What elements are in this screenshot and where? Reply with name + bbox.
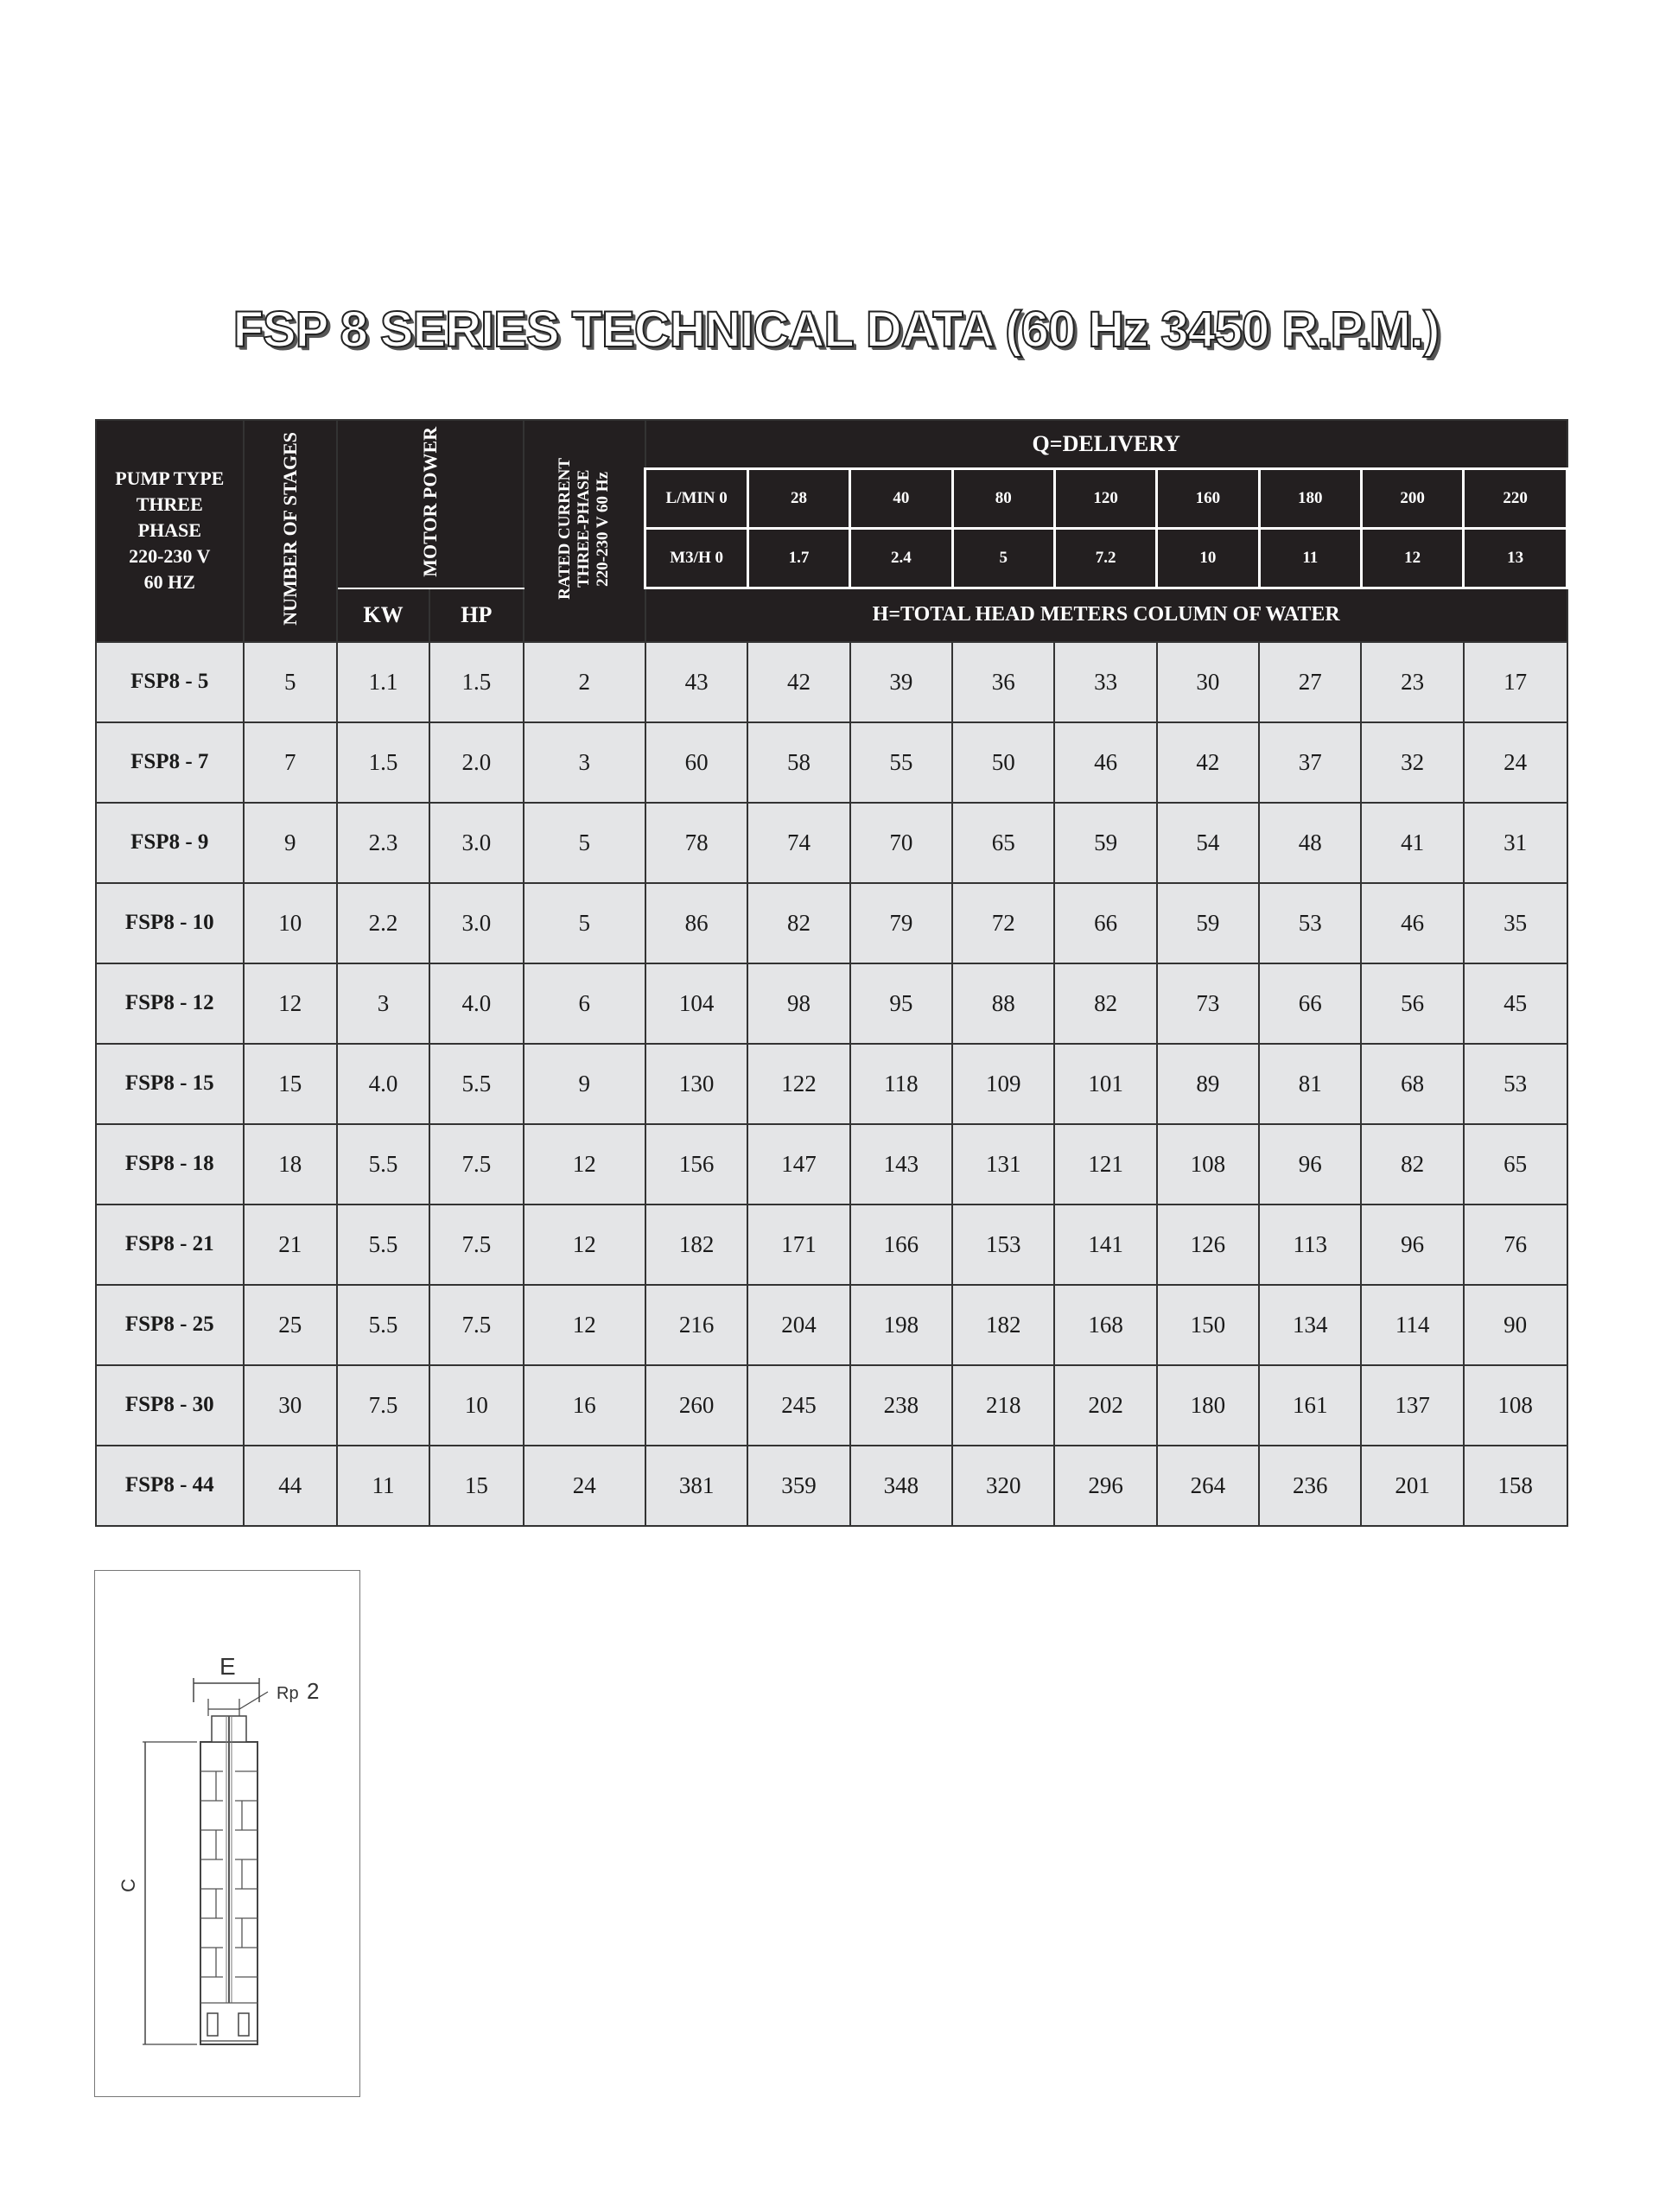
pump-model-cell: FSP8 - 44: [96, 1446, 244, 1526]
head-value-cell: 296: [1054, 1446, 1156, 1526]
head-value-cell: 150: [1157, 1285, 1259, 1365]
head-value-cell: 180: [1157, 1365, 1259, 1446]
current-cell: 16: [524, 1365, 645, 1446]
head-value-cell: 182: [952, 1285, 1054, 1365]
page-title: FSP 8 SERIES TECHNICAL DATA (60 Hz 3450 R.P.M.): [232, 302, 1440, 358]
lmin-value: 200: [1361, 469, 1463, 529]
head-value-cell: 50: [952, 722, 1054, 803]
pump-drawing: [95, 1571, 359, 2096]
head-value-cell: 48: [1259, 803, 1361, 883]
head-value-cell: 153: [952, 1205, 1054, 1285]
m3h-value: 7.2: [1054, 529, 1156, 588]
m3h-value: 5: [952, 529, 1054, 588]
head-value-cell: 42: [747, 642, 849, 722]
head-value-cell: 60: [645, 722, 747, 803]
table-row: [96, 642, 1567, 722]
stages-cell: 9: [244, 803, 337, 883]
head-value-cell: 238: [850, 1365, 952, 1446]
head-value-cell: 43: [645, 642, 747, 722]
head-value-cell: 65: [952, 803, 1054, 883]
head-value-cell: 122: [747, 1044, 849, 1124]
head-value-cell: 82: [747, 883, 849, 963]
head-value-cell: 260: [645, 1365, 747, 1446]
head-value-cell: 74: [747, 803, 849, 883]
head-value-cell: 59: [1157, 883, 1259, 963]
label-rp: Rp: [277, 1684, 299, 1703]
pump-model-cell: FSP8 - 7: [96, 722, 244, 803]
head-value-cell: 17: [1464, 642, 1567, 722]
hp-cell: 5.5: [429, 1044, 523, 1124]
lmin-value: 28: [747, 469, 849, 529]
hp-cell: 4.0: [429, 963, 523, 1044]
motor-power-header: [337, 420, 524, 588]
pump-model-cell: FSP8 - 25: [96, 1285, 244, 1365]
head-value-cell: 130: [645, 1044, 747, 1124]
current-cell: 5: [524, 883, 645, 963]
head-value-cell: 33: [1054, 642, 1156, 722]
head-value-cell: 104: [645, 963, 747, 1044]
head-value-cell: 143: [850, 1124, 952, 1205]
stages-cell: 5: [244, 642, 337, 722]
head-value-cell: 158: [1464, 1446, 1567, 1526]
table-row: [96, 1446, 1567, 1526]
head-value-cell: 147: [747, 1124, 849, 1205]
hp-cell: 3.0: [429, 883, 523, 963]
head-value-cell: 131: [952, 1124, 1054, 1205]
kw-cell: 1.1: [337, 642, 429, 722]
rated-current-header-text: RATED CURRENT THREE-PHASE 220-230 V 60 Hz: [555, 457, 612, 600]
head-value-cell: 101: [1054, 1044, 1156, 1124]
current-cell: 12: [524, 1124, 645, 1205]
head-value-cell: 118: [850, 1044, 952, 1124]
head-value-cell: 88: [952, 963, 1054, 1044]
table-row: [96, 1365, 1567, 1446]
head-value-cell: 56: [1361, 963, 1463, 1044]
table-row: [96, 722, 1567, 803]
head-value-cell: 27: [1259, 642, 1361, 722]
head-value-cell: 348: [850, 1446, 952, 1526]
head-value-cell: 68: [1361, 1044, 1463, 1124]
m3h-label: M3/H 0: [645, 529, 747, 588]
m3h-value: 10: [1157, 529, 1259, 588]
head-value-cell: 95: [850, 963, 952, 1044]
head-value-cell: 90: [1464, 1285, 1567, 1365]
head-value-cell: 53: [1259, 883, 1361, 963]
head-header: H=TOTAL HEAD METERS COLUMN OF WATER: [645, 588, 1567, 642]
pump-model-cell: FSP8 - 10: [96, 883, 244, 963]
label-e: E: [219, 1653, 236, 1680]
head-value-cell: 126: [1157, 1205, 1259, 1285]
head-value-cell: 66: [1259, 963, 1361, 1044]
head-value-cell: 37: [1259, 722, 1361, 803]
head-value-cell: 113: [1259, 1205, 1361, 1285]
head-value-cell: 359: [747, 1446, 849, 1526]
label-rp-size: 2: [307, 1678, 320, 1704]
technical-data-table: [95, 419, 1568, 1527]
hp-cell: 7.5: [429, 1285, 523, 1365]
head-value-cell: 137: [1361, 1365, 1463, 1446]
lmin-label: L/MIN 0: [645, 469, 747, 529]
head-value-cell: 81: [1259, 1044, 1361, 1124]
pump-model-cell: FSP8 - 30: [96, 1365, 244, 1446]
head-value-cell: 39: [850, 642, 952, 722]
head-value-cell: 70: [850, 803, 952, 883]
head-value-cell: 198: [850, 1285, 952, 1365]
stages-cell: 25: [244, 1285, 337, 1365]
hp-cell: 15: [429, 1446, 523, 1526]
head-value-cell: 134: [1259, 1285, 1361, 1365]
table-body: [96, 642, 1567, 1527]
kw-cell: 5.5: [337, 1205, 429, 1285]
lmin-value: 180: [1259, 469, 1361, 529]
lmin-value: 160: [1157, 469, 1259, 529]
head-value-cell: 182: [645, 1205, 747, 1285]
head-value-cell: 216: [645, 1285, 747, 1365]
table-row: [96, 883, 1567, 963]
head-value-cell: 141: [1054, 1205, 1156, 1285]
current-cell: 12: [524, 1285, 645, 1365]
head-value-cell: 109: [952, 1044, 1054, 1124]
stages-cell: 10: [244, 883, 337, 963]
hp-cell: 1.5: [429, 642, 523, 722]
m3h-value: 11: [1259, 529, 1361, 588]
pump-model-cell: FSP8 - 9: [96, 803, 244, 883]
head-value-cell: 66: [1054, 883, 1156, 963]
head-value-cell: 53: [1464, 1044, 1567, 1124]
stages-cell: 12: [244, 963, 337, 1044]
table-row: [96, 803, 1567, 883]
head-value-cell: 108: [1464, 1365, 1567, 1446]
head-value-cell: 114: [1361, 1285, 1463, 1365]
head-value-cell: 161: [1259, 1365, 1361, 1446]
hp-cell: 2.0: [429, 722, 523, 803]
pump-type-header: [96, 420, 244, 642]
current-cell: 3: [524, 722, 645, 803]
head-value-cell: 82: [1054, 963, 1156, 1044]
head-value-cell: 55: [850, 722, 952, 803]
kw-cell: 2.2: [337, 883, 429, 963]
head-value-cell: 89: [1157, 1044, 1259, 1124]
head-value-cell: 35: [1464, 883, 1567, 963]
head-value-cell: 381: [645, 1446, 747, 1526]
head-value-cell: 236: [1259, 1446, 1361, 1526]
hp-cell: 7.5: [429, 1124, 523, 1205]
delivery-header: Q=DELIVERY: [645, 420, 1567, 469]
head-value-cell: 54: [1157, 803, 1259, 883]
head-value-cell: 108: [1157, 1124, 1259, 1205]
pump-model-cell: FSP8 - 12: [96, 963, 244, 1044]
head-value-cell: 168: [1054, 1285, 1156, 1365]
pump-type-header-text: PUMP TYPE THREE PHASE 220-230 V 60 HZ: [115, 467, 225, 594]
head-value-cell: 96: [1361, 1205, 1463, 1285]
head-value-cell: 82: [1361, 1124, 1463, 1205]
current-cell: 24: [524, 1446, 645, 1526]
head-value-cell: 79: [850, 883, 952, 963]
rated-current-header: [524, 420, 645, 642]
kw-cell: 4.0: [337, 1044, 429, 1124]
current-cell: 12: [524, 1205, 645, 1285]
lmin-value: 40: [850, 469, 952, 529]
head-value-cell: 72: [952, 883, 1054, 963]
head-value-cell: 41: [1361, 803, 1463, 883]
head-value-cell: 24: [1464, 722, 1567, 803]
m3h-value: 12: [1361, 529, 1463, 588]
lmin-value: 80: [952, 469, 1054, 529]
head-value-cell: 86: [645, 883, 747, 963]
lmin-value: 220: [1464, 469, 1567, 529]
head-value-cell: 46: [1361, 883, 1463, 963]
current-cell: 6: [524, 963, 645, 1044]
kw-cell: 7.5: [337, 1365, 429, 1446]
head-value-cell: 23: [1361, 642, 1463, 722]
kw-cell: 5.5: [337, 1285, 429, 1365]
pump-model-cell: FSP8 - 21: [96, 1205, 244, 1285]
head-value-cell: 45: [1464, 963, 1567, 1044]
lmin-value: 120: [1054, 469, 1156, 529]
head-value-cell: 65: [1464, 1124, 1567, 1205]
head-value-cell: 166: [850, 1205, 952, 1285]
stages-cell: 18: [244, 1124, 337, 1205]
head-value-cell: 218: [952, 1365, 1054, 1446]
hp-cell: 10: [429, 1365, 523, 1446]
pump-model-cell: FSP8 - 18: [96, 1124, 244, 1205]
label-c: C: [118, 1878, 139, 1892]
head-value-cell: 320: [952, 1446, 1054, 1526]
head-value-cell: 245: [747, 1365, 849, 1446]
pump-dimension-diagram: [94, 1570, 360, 2097]
head-value-cell: 59: [1054, 803, 1156, 883]
motor-power-header-text: MOTOR POWER: [418, 426, 441, 577]
stages-header: [244, 420, 337, 642]
head-value-cell: 201: [1361, 1446, 1463, 1526]
hp-cell: 7.5: [429, 1205, 523, 1285]
current-cell: 2: [524, 642, 645, 722]
head-value-cell: 58: [747, 722, 849, 803]
m3h-value: 2.4: [850, 529, 952, 588]
head-value-cell: 264: [1157, 1446, 1259, 1526]
stages-cell: 21: [244, 1205, 337, 1285]
head-value-cell: 156: [645, 1124, 747, 1205]
pump-model-cell: FSP8 - 15: [96, 1044, 244, 1124]
head-value-cell: 30: [1157, 642, 1259, 722]
head-value-cell: 31: [1464, 803, 1567, 883]
stages-cell: 7: [244, 722, 337, 803]
kw-cell: 1.5: [337, 722, 429, 803]
kw-cell: 5.5: [337, 1124, 429, 1205]
head-value-cell: 73: [1157, 963, 1259, 1044]
stages-cell: 30: [244, 1365, 337, 1446]
head-value-cell: 96: [1259, 1124, 1361, 1205]
head-value-cell: 202: [1054, 1365, 1156, 1446]
head-value-cell: 78: [645, 803, 747, 883]
stages-cell: 44: [244, 1446, 337, 1526]
head-value-cell: 121: [1054, 1124, 1156, 1205]
head-value-cell: 32: [1361, 722, 1463, 803]
kw-cell: 3: [337, 963, 429, 1044]
head-value-cell: 204: [747, 1285, 849, 1365]
head-value-cell: 46: [1054, 722, 1156, 803]
head-value-cell: 98: [747, 963, 849, 1044]
kw-header: KW: [337, 588, 429, 642]
current-cell: 9: [524, 1044, 645, 1124]
pump-model-cell: FSP8 - 5: [96, 642, 244, 722]
current-cell: 5: [524, 803, 645, 883]
head-value-cell: 171: [747, 1205, 849, 1285]
table-row: [96, 1124, 1567, 1205]
m3h-value: 1.7: [747, 529, 849, 588]
kw-cell: 11: [337, 1446, 429, 1526]
head-value-cell: 36: [952, 642, 1054, 722]
table-row: [96, 1205, 1567, 1285]
stages-header-text: NUMBER OF STAGES: [278, 431, 301, 626]
hp-header: HP: [429, 588, 523, 642]
table-row: [96, 1044, 1567, 1124]
table-row: [96, 1285, 1567, 1365]
head-value-cell: 76: [1464, 1205, 1567, 1285]
head-value-cell: 42: [1157, 722, 1259, 803]
kw-cell: 2.3: [337, 803, 429, 883]
hp-cell: 3.0: [429, 803, 523, 883]
stages-cell: 15: [244, 1044, 337, 1124]
table-row: [96, 963, 1567, 1044]
m3h-value: 13: [1464, 529, 1567, 588]
